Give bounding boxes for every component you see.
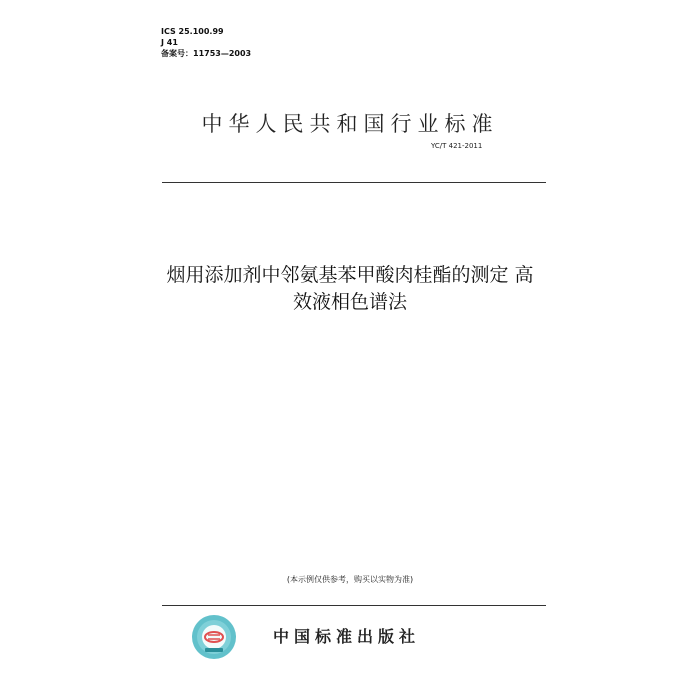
title-line-2: 效液相色谱法 bbox=[292, 291, 407, 313]
top-divider bbox=[162, 182, 546, 183]
title-line-1: 烟用添加剂中邻氨基苯甲酸肉桂酯的测定 高 bbox=[166, 264, 534, 286]
ccs-code: J 41 bbox=[161, 38, 178, 47]
bottom-divider bbox=[162, 605, 546, 606]
ics-code: ICS 25.100.99 bbox=[161, 27, 224, 36]
publisher-name: 中国标准出版社 bbox=[273, 627, 421, 646]
filing-number: 备案号：11753—2003 bbox=[161, 49, 252, 58]
document-title bbox=[150, 262, 550, 316]
publisher-logo-icon bbox=[191, 614, 237, 660]
standard-code: YC/T 421-2011 bbox=[431, 142, 483, 150]
standard-type-heading: 中华人民共和国行业标准 bbox=[201, 112, 499, 136]
disclaimer-note: (本示例仅供参考，购买以实物为准) bbox=[286, 575, 414, 584]
